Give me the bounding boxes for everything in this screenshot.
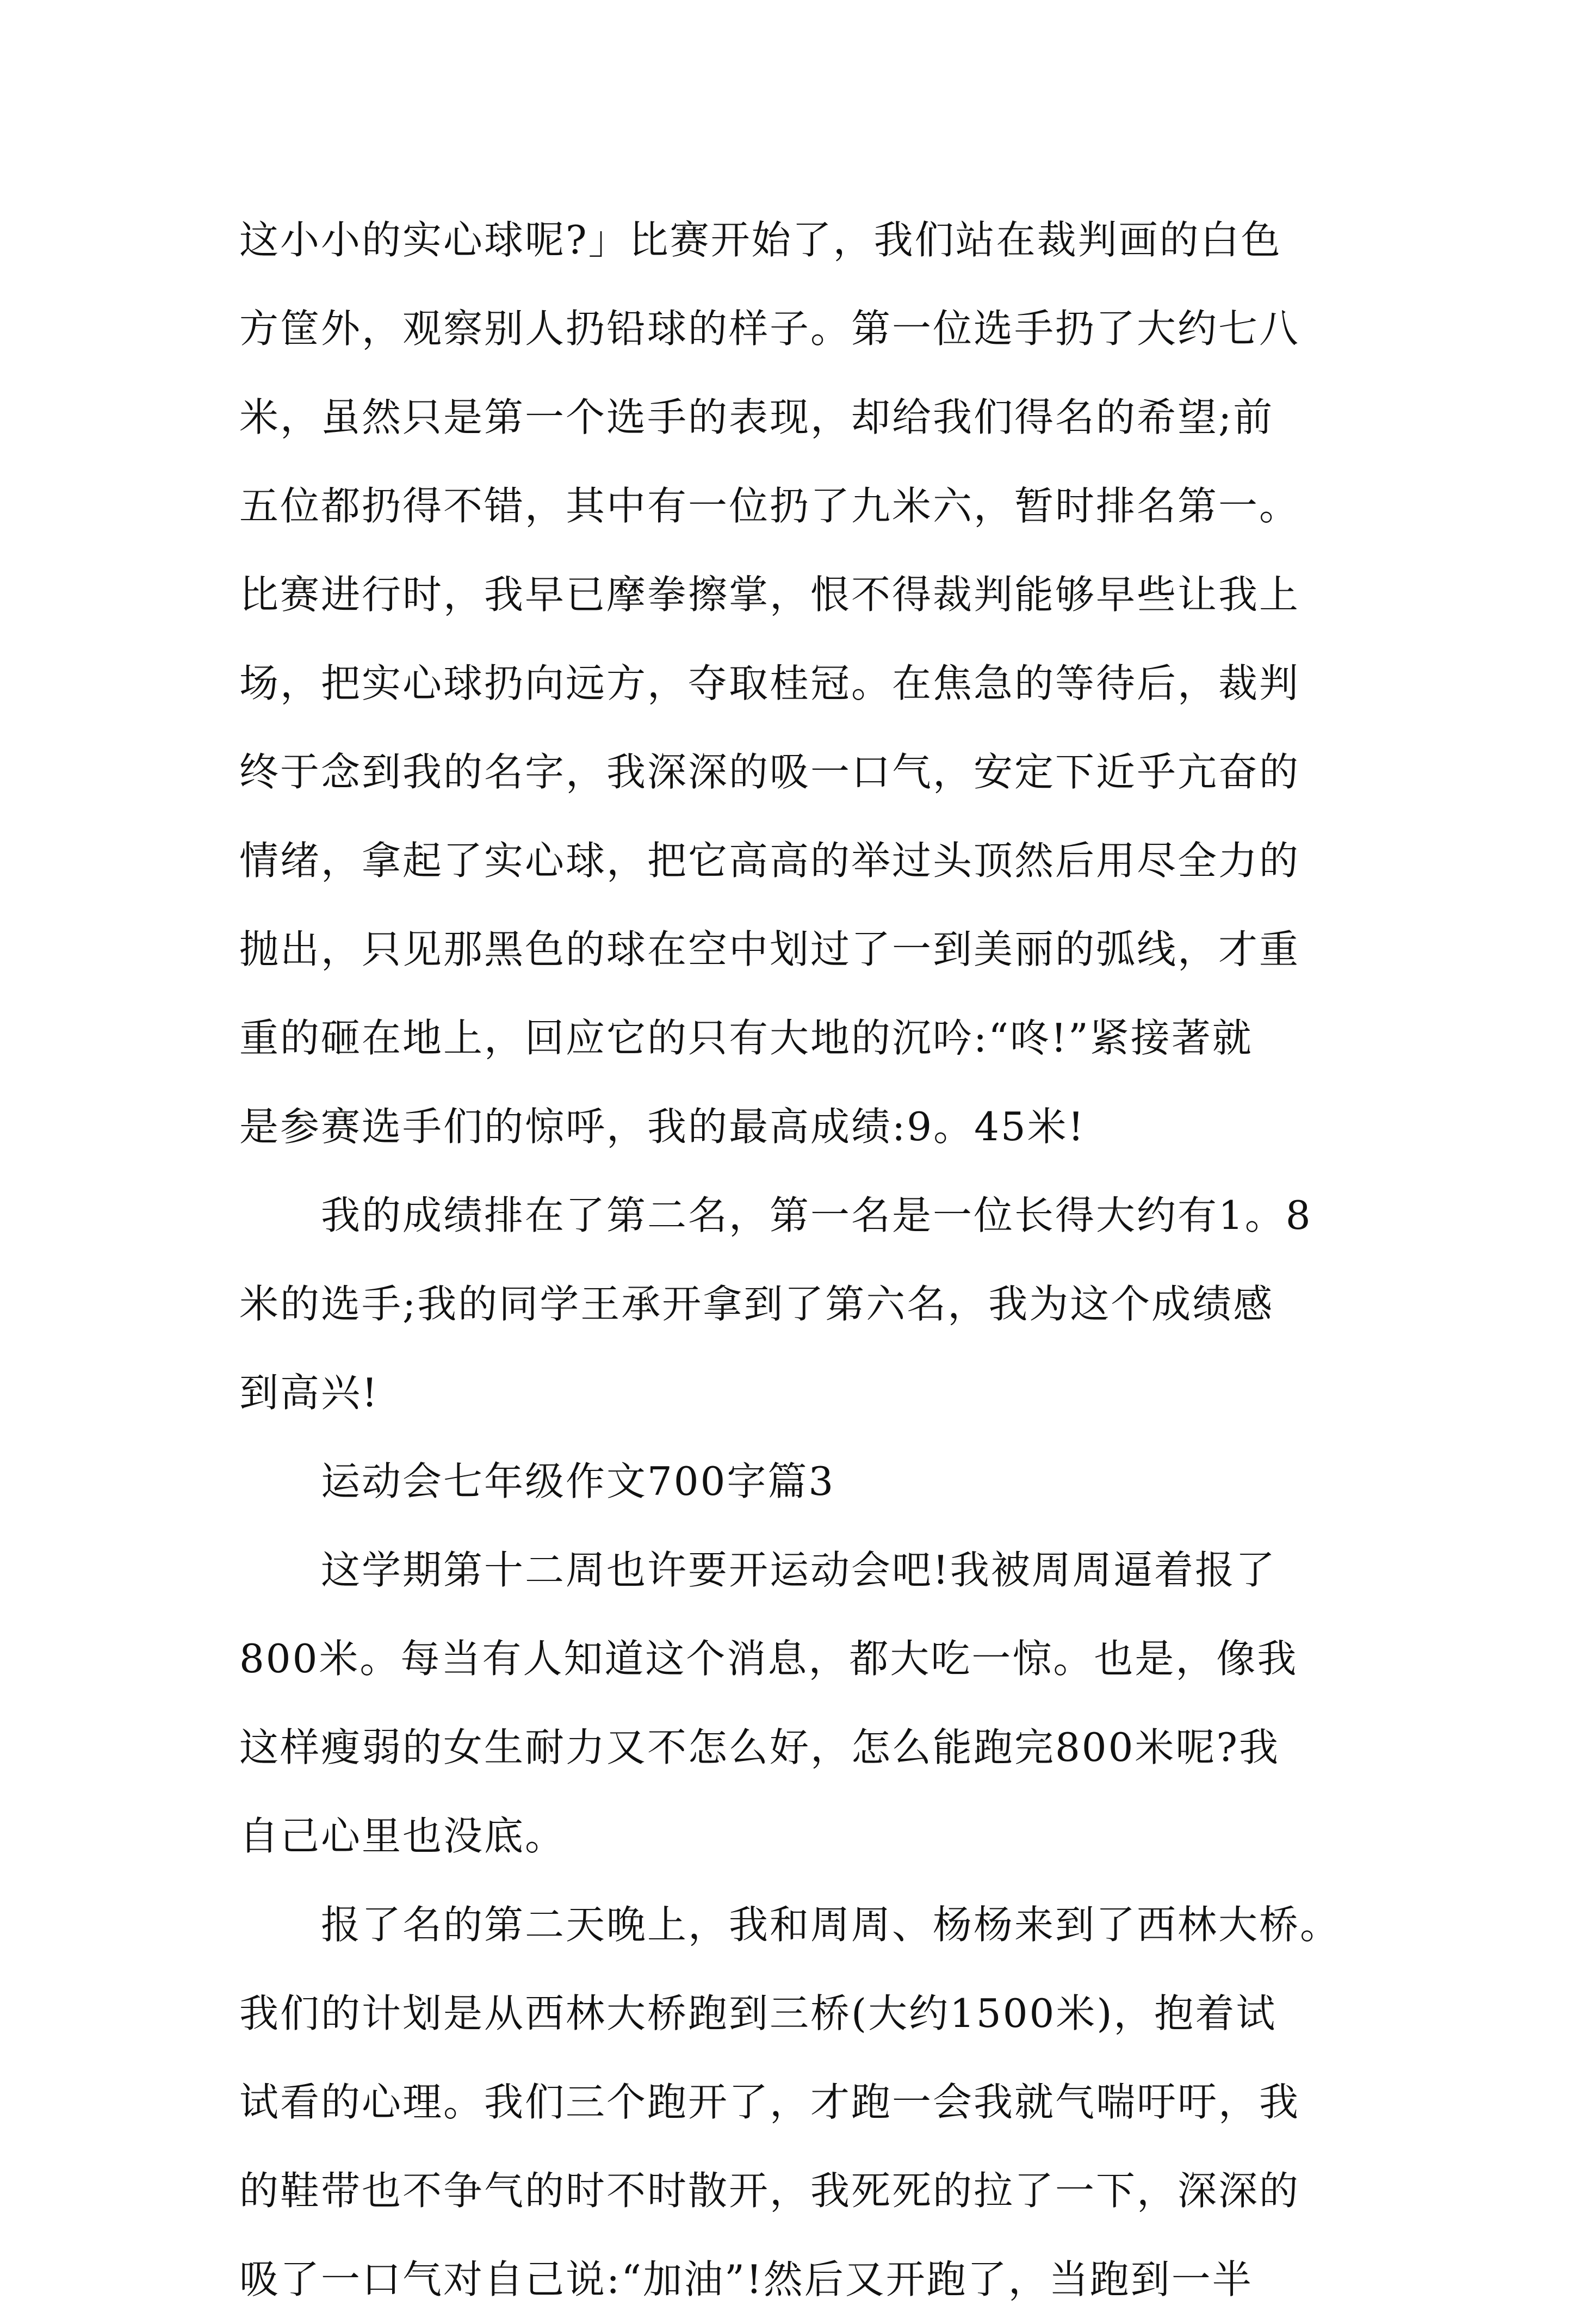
text-line: 这样瘦弱的女生耐力又不怎么好，怎么能跑完800米呢?我 — [239, 1725, 1280, 1770]
text-line: 终于念到我的名字，我深深的吸一口气，安定下近乎亢奋的 — [239, 749, 1300, 795]
text-line: 800米。每当有人知道这个消息，都大吃一惊。也是，像我 — [239, 1636, 1298, 1682]
text-line: 到高兴! — [239, 1370, 379, 1416]
text-line: 比赛进行时，我早已摩拳擦掌，恨不得裁判能够早些让我上 — [239, 572, 1300, 617]
text-line: 五位都扔得不错，其中有一位扔了九米六，暂时排名第一。 — [239, 483, 1300, 529]
document-body — [239, 196, 1349, 2324]
text-line: 这学期第十二周也许要开运动会吧!我被周周逼着报了 — [321, 1547, 1276, 1593]
section-heading — [239, 1437, 1349, 1526]
text-line: 我们的计划是从西林大桥跑到三桥(大约1500米)，抱着试 — [239, 1991, 1277, 2036]
text-line: 的鞋带也不争气的时不时散开，我死死的拉了一下，深深的 — [239, 2168, 1300, 2214]
paragraph-training-run — [239, 1881, 1349, 2324]
text-line: 重的砸在地上，回应它的只有大地的沉吟:“咚!”紧接著就 — [239, 1015, 1253, 1061]
text-line: 米，虽然只是第一个选手的表现，却给我们得名的希望;前 — [239, 394, 1274, 440]
paragraph-signup — [239, 1526, 1349, 1881]
paragraph-ranking — [239, 1171, 1349, 1437]
text-line: 方筐外，观察别人扔铅球的样子。第一位选手扔了大约七八 — [239, 306, 1300, 351]
text-line: 场，把实心球扔向远方，夺取桂冠。在焦急的等待后，裁判 — [239, 660, 1300, 706]
text-line: 吸了一口气对自己说:“加油”!然后又开跑了，当跑到一半 — [239, 2257, 1253, 2302]
text-line: 自己心里也没底。 — [239, 1813, 566, 1859]
text-line: 抛出，只见那黑色的球在空中划过了一到美丽的弧线，才重 — [239, 926, 1300, 972]
text-line: 报了名的第二天晚上，我和周周、杨杨来到了西林大桥。 — [321, 1902, 1341, 1948]
text-line: 情绪，拿起了实心球，把它高高的举过头顶然后用尽全力的 — [239, 838, 1300, 883]
text-line: 这小小的实心球呢?」比赛开始了，我们站在裁判画的白色 — [239, 217, 1282, 263]
heading-text: 运动会七年级作文700字篇3 — [321, 1458, 835, 1504]
text-line: 米的选手;我的同学王承开拿到了第六名，我为这个成绩感 — [239, 1281, 1274, 1327]
text-line: 我的成绩排在了第二名，第一名是一位长得大约有1。8 — [321, 1192, 1312, 1238]
text-line: 是参赛选手们的惊呼，我的最高成绩:9。45米! — [239, 1104, 1086, 1149]
paragraph-shot-put-event — [239, 196, 1349, 1171]
text-line: 试看的心理。我们三个跑开了，才跑一会我就气喘吁吁，我 — [239, 2079, 1300, 2125]
